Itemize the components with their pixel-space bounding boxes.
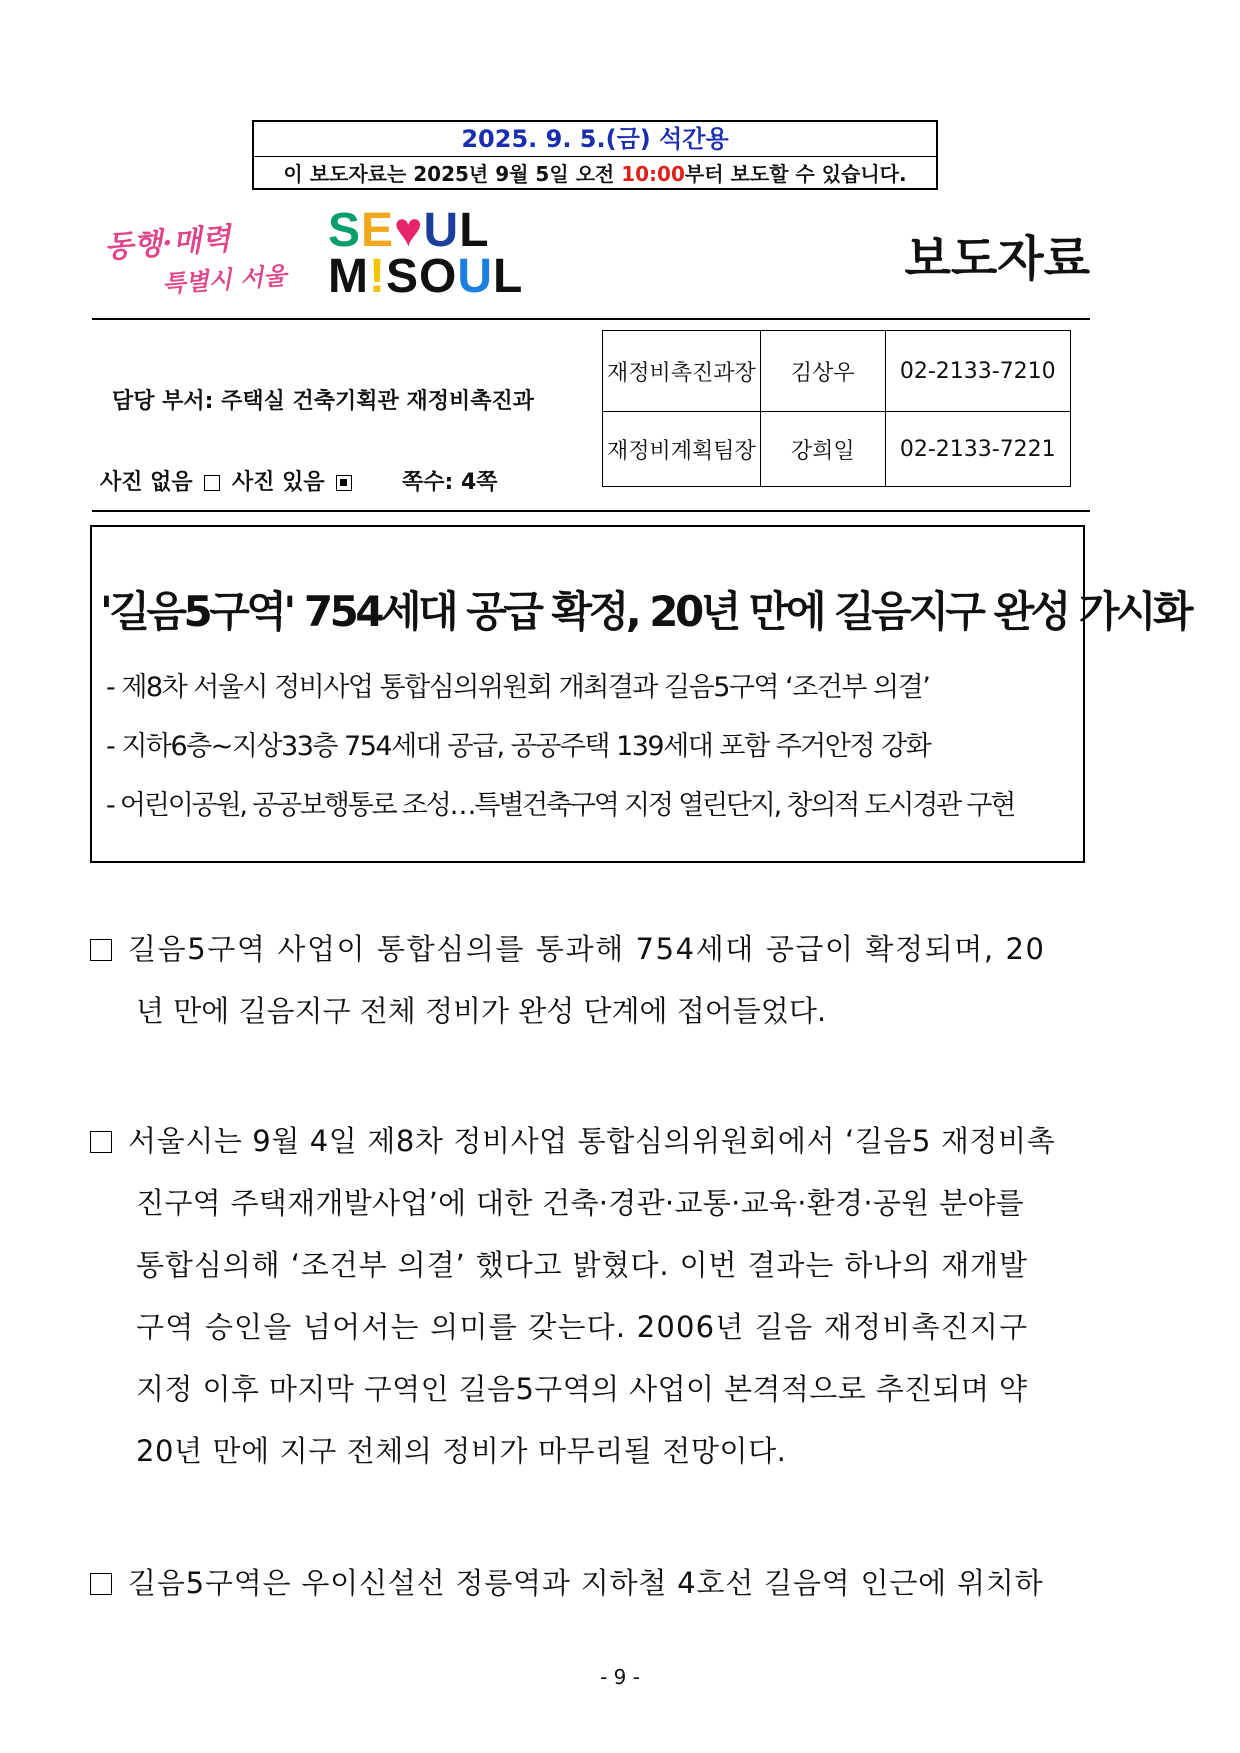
photo-yes-label: 사진 있음 [232, 470, 325, 495]
bullet-box [90, 1131, 112, 1153]
embargo-box [252, 120, 938, 190]
bullet-box [90, 939, 112, 961]
seoul-my-soul-logo: SE♥UL M!SOUL [328, 204, 524, 303]
press-release-title: 보도자료 [904, 231, 1090, 287]
body-paragraph: 길음5구역 사업이 통합심의를 통과해 754세대 공급이 확정되며, 20 년 만에 길음지구 전체 정비가 완성 단계에 접어들었다. [90, 918, 1150, 1042]
photo-none-label: 사진 없음 [100, 470, 193, 495]
contact-phone: 02-2133-7210 [885, 331, 1070, 412]
bullet-box [90, 1573, 112, 1595]
subheadline: - 제8차 서울시 정비사업 통합심의위원회 개최결과 길음5구역 ‘조건부 의결’ [106, 672, 930, 703]
contact-phone: 02-2133-7221 [885, 412, 1070, 487]
subheadline: - 지하6층~지상33층 754세대 공급, 공공주택 139세대 포함 주거안정 강화 [106, 731, 931, 762]
contact-name: 김상우 [760, 331, 885, 412]
charm-seoul-logo: 동행·매력 특별시 서울 [103, 221, 288, 299]
page-count: 쪽수: 4쪽 [402, 470, 498, 495]
page-number: - 9 - [600, 1665, 640, 1689]
photo-page-info [100, 465, 498, 496]
contact-name: 강희일 [760, 412, 885, 487]
embargo-time: 10:00 [621, 162, 685, 186]
mid-divider [92, 510, 1090, 512]
photo-yes-checkbox [336, 475, 352, 491]
headline-box [90, 525, 1191, 863]
department-line: 담당 부서: 주택실 건축기획관 재정비촉진과 [112, 389, 534, 414]
contact-title: 재정비계획팀장 [603, 412, 761, 487]
photo-none-checkbox [204, 475, 220, 491]
contact-row [603, 331, 1071, 412]
embargo-notice: 이 보도자료는 2025년 9월 5일 오전 10:00부터 보도할 수 있습니다. [283, 162, 907, 186]
body-paragraph: 길음5구역은 우이신설선 정릉역과 지하철 4호선 길음역 인근에 위치하 [90, 1552, 1150, 1614]
contact-title: 재정비촉진과장 [603, 331, 761, 412]
top-divider [92, 318, 1090, 320]
release-date: 2025. 9. 5.(금) 석간용 [254, 122, 936, 157]
subheadline: - 어린이공원, 공공보행통로 조성…특별건축구역 지정 열린단지, 창의적 도시경관 구현 [106, 790, 1015, 821]
contact-row [603, 412, 1071, 487]
contact-table [602, 330, 1071, 487]
headline: '길음5구역' 754세대 공급 확정, 20년 만에 길음지구 완성 가시화 [100, 587, 1191, 636]
body-paragraph: 서울시는 9월 4일 제8차 정비사업 통합심의위원회에서 ‘길음5 재정비촉 진구역 주택재개발사업’에 대한 건축·경관·교통·교육·환경·공원 분야를 통합심의해 ‘조건부 의결’ 했다고 밝혔다. 이번 결과는 하나의 재개발 구역 승인을 넘어서는 의미를 갖는다. 2006년 길음 재정비촉진지구 지정 이후 마지막 구역인 길음5구역의 사업이 본격적으로 추진되며 약 20년 만에 지구 전체의 정비가 마무리될 전망이다. [90, 1110, 1150, 1482]
